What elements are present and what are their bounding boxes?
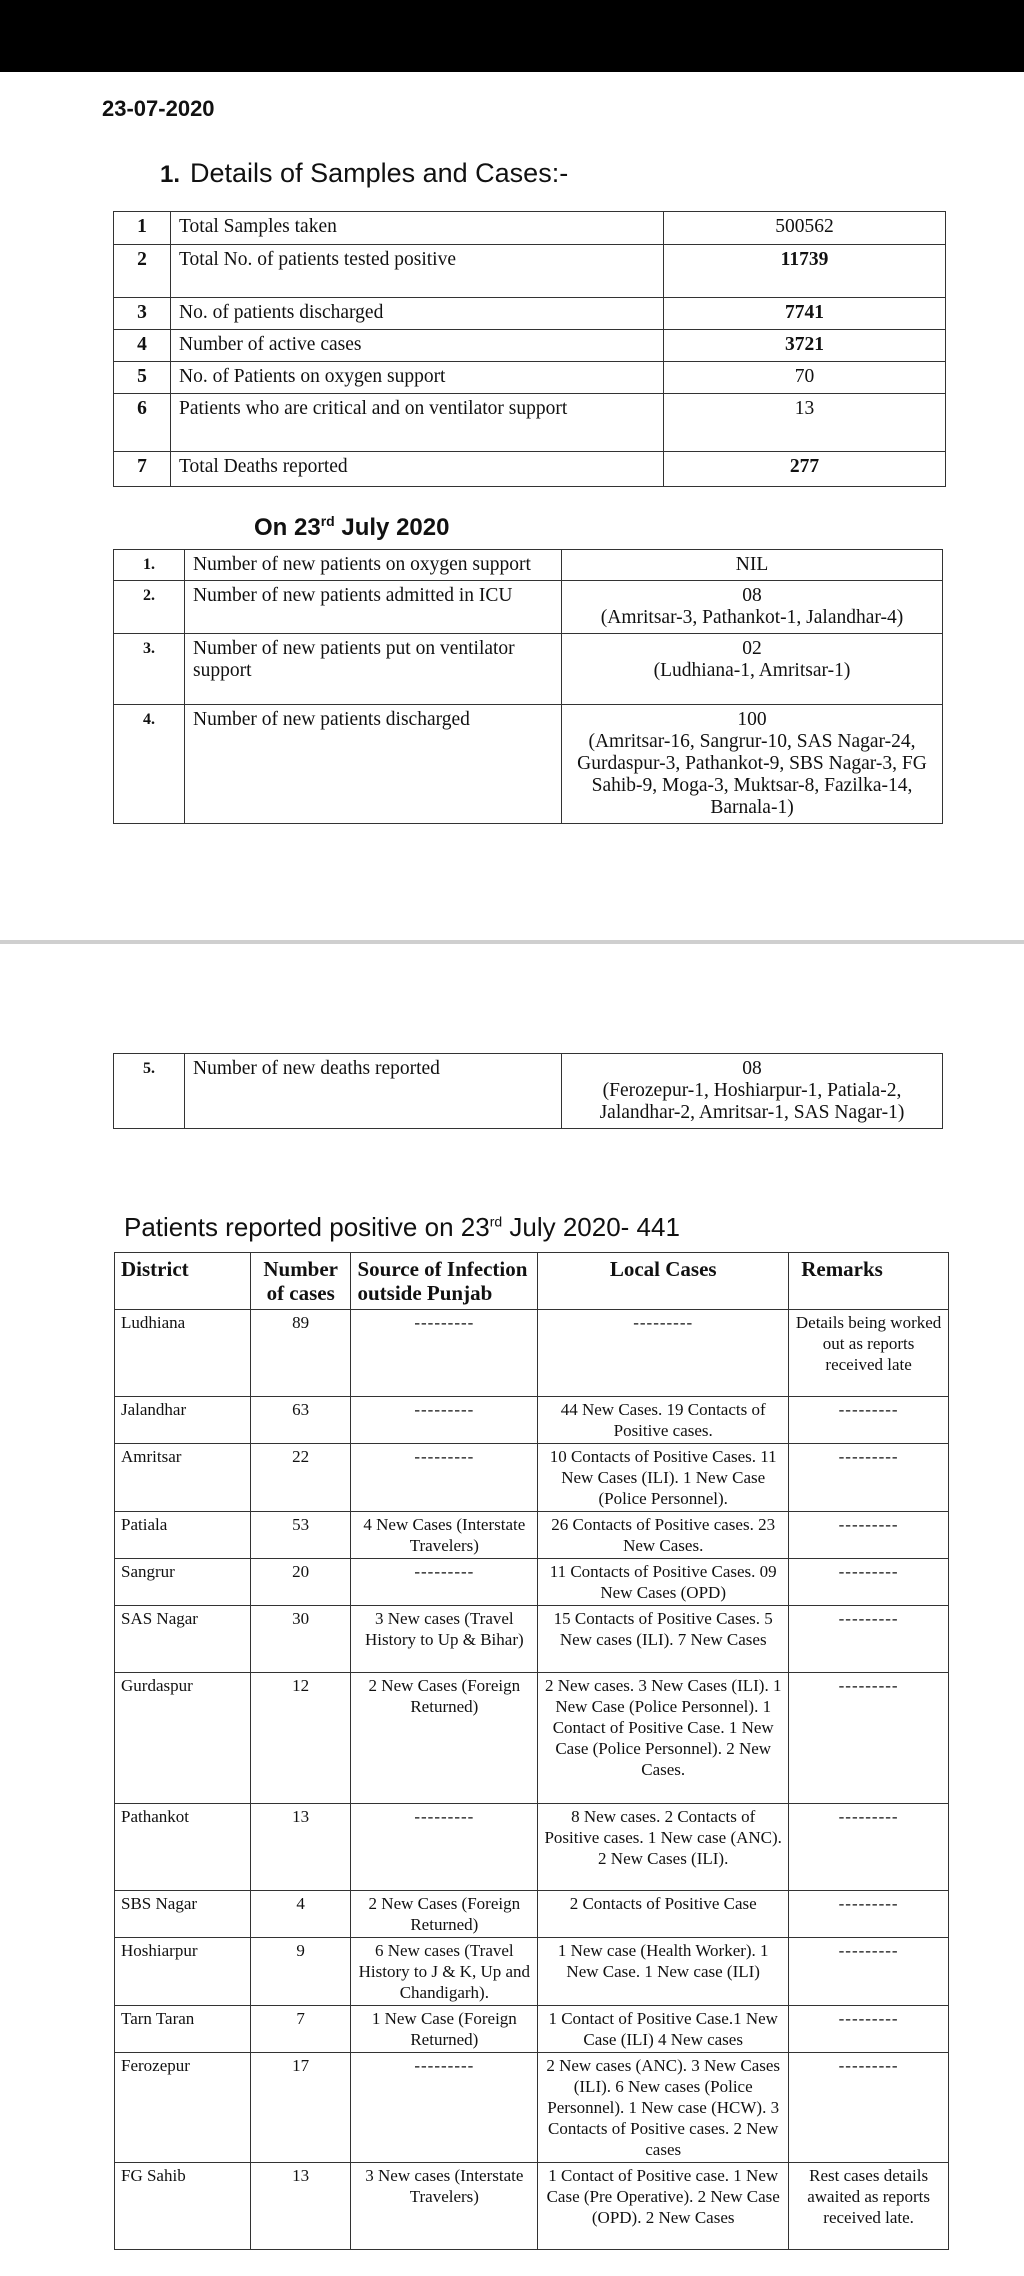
cell-remarks: --------- (789, 1938, 949, 2006)
row-value-cell (562, 1054, 943, 1129)
cell-source: --------- (351, 2053, 538, 2163)
cell-remarks: --------- (789, 1559, 949, 1606)
section2-heading (254, 513, 449, 542)
row-value: 08 (742, 1058, 762, 1079)
table-row (115, 1804, 949, 1891)
row-number: 3. (114, 634, 185, 705)
row-number: 7 (114, 452, 171, 487)
cell-district: SBS Nagar (115, 1891, 251, 1938)
cell-remarks: --------- (789, 1444, 949, 1512)
cell-local: 10 Contacts of Positive Cases. 11 New Cases (ILI). 1 New Case (Police Personnel). (538, 1444, 789, 1512)
row-value: 7741 (664, 298, 946, 330)
header-district: District (115, 1253, 251, 1310)
header-local: Local Cases (538, 1253, 789, 1310)
daily-updates-table (113, 549, 943, 824)
row-label: Number of new patients discharged (185, 705, 562, 824)
row-label: Number of new patients admitted in ICU (185, 581, 562, 634)
table-row (114, 452, 946, 487)
cell-remarks: --------- (789, 1673, 949, 1804)
row-number: 4. (114, 705, 185, 824)
table-row (114, 634, 943, 705)
cell-count: 12 (250, 1673, 351, 1804)
cell-remarks: --------- (789, 2006, 949, 2053)
table-row (115, 1559, 949, 1606)
row-value: 02 (742, 638, 762, 659)
row-label: Number of new deaths reported (185, 1054, 562, 1129)
cell-district: Ludhiana (115, 1310, 251, 1397)
cell-remarks: --------- (789, 2053, 949, 2163)
cell-source: 4 New Cases (Interstate Travelers) (351, 1512, 538, 1559)
cell-district: Sangrur (115, 1559, 251, 1606)
cell-count: 9 (250, 1938, 351, 2006)
report-date: 23-07-2020 (102, 96, 215, 121)
cell-source: --------- (351, 1804, 538, 1891)
row-value: 13 (664, 394, 946, 452)
table-row (114, 362, 946, 394)
row-label: Patients who are critical and on ventilator support (171, 394, 664, 452)
cell-count: 4 (250, 1891, 351, 1938)
cell-local: 2 New cases (ANC). 3 New Cases (ILI). 6 New cases (Police Personnel). 1 New case (HCW). 3 Contacts of Positive cases. 2 New cases (538, 2053, 789, 2163)
table-row (114, 581, 943, 634)
row-number: 3 (114, 298, 171, 330)
district-cases-table (114, 1252, 949, 2250)
row-value: 3721 (664, 330, 946, 362)
row-label: Number of new patients put on ventilator support (185, 634, 562, 705)
header-source: Source of Infection outside Punjab (351, 1253, 538, 1310)
section2-title-post: July 2020 (334, 514, 450, 541)
row-label: No. of patients discharged (171, 298, 664, 330)
cell-local: 1 Contact of Positive case. 1 New Case (Pre Operative). 2 New Case (OPD). 2 New Cases (538, 2163, 789, 2250)
cell-local: 44 New Cases. 19 Contacts of Positive cases. (538, 1397, 789, 1444)
cell-district: Pathankot (115, 1804, 251, 1891)
table-row (115, 1891, 949, 1938)
row-number: 2 (114, 245, 171, 298)
cell-count: 17 (250, 2053, 351, 2163)
cell-local: 8 New cases. 2 Contacts of Positive cases. 1 New case (ANC). 2 New Cases (ILI). (538, 1804, 789, 1891)
table-row (114, 298, 946, 330)
row-number: 4 (114, 330, 171, 362)
cell-local: 1 Contact of Positive Case.1 New Case (ILI) 4 New cases (538, 2006, 789, 2053)
section2-title-sup: rd (320, 513, 335, 529)
cell-count: 63 (250, 1397, 351, 1444)
cell-remarks: Rest cases details awaited as reports received late. (789, 2163, 949, 2250)
cell-district: Jalandhar (115, 1397, 251, 1444)
table-row (115, 1938, 949, 2006)
cell-count: 30 (250, 1606, 351, 1673)
table-row (114, 394, 946, 452)
row-number: 1. (114, 550, 185, 581)
section3-heading (124, 1212, 680, 1243)
row-detail: (Ludhiana-1, Amritsar-1) (653, 660, 851, 681)
row-label: Total Samples taken (171, 212, 664, 245)
table-row (115, 1444, 949, 1512)
row-value: NIL (735, 554, 769, 575)
row-detail: (Ferozepur-1, Hoshiarpur-1, Patiala-2, Jalandhar-2, Amritsar-1, SAS Nagar-1) (599, 1080, 905, 1123)
table-row (114, 705, 943, 824)
cell-district: Hoshiarpur (115, 1938, 251, 2006)
table-header-row (115, 1253, 949, 1310)
section3-title-post: July 2020- 441 (502, 1212, 680, 1242)
cell-count: 13 (250, 2163, 351, 2250)
section1-title: Details of Samples and Cases:- (190, 158, 569, 188)
cell-local: 15 Contacts of Positive Cases. 5 New cases (ILI). 7 New Cases (538, 1606, 789, 1673)
table-row (115, 1397, 949, 1444)
cell-count: 53 (250, 1512, 351, 1559)
top-black-bar (0, 0, 1024, 72)
section1-number: 1. (160, 161, 181, 188)
row-value: 500562 (664, 212, 946, 245)
row-number: 1 (114, 212, 171, 245)
row-value-cell (562, 634, 943, 705)
row-value: 70 (664, 362, 946, 394)
header-remarks: Remarks (789, 1253, 949, 1310)
table-row (114, 1054, 943, 1129)
cell-remarks: --------- (789, 1397, 949, 1444)
section3-title-pre: Patients reported positive on 23 (124, 1212, 490, 1242)
cell-source: 3 New cases (Travel History to Up & Bihar) (351, 1606, 538, 1673)
table-row (114, 330, 946, 362)
new-deaths-table (113, 1053, 943, 1129)
cell-district: Gurdaspur (115, 1673, 251, 1804)
cell-source: --------- (351, 1444, 538, 1512)
row-detail: (Amritsar-3, Pathankot-1, Jalandhar-4) (600, 607, 904, 628)
cell-district: FG Sahib (115, 2163, 251, 2250)
row-label: Number of new patients on oxygen support (185, 550, 562, 581)
row-value: 277 (664, 452, 946, 487)
cell-remarks: --------- (789, 1891, 949, 1938)
cell-district: Ferozepur (115, 2053, 251, 2163)
row-value-cell (562, 581, 943, 634)
table-row (115, 1606, 949, 1673)
cell-local: 11 Contacts of Positive Cases. 09 New Cases (OPD) (538, 1559, 789, 1606)
cell-count: 20 (250, 1559, 351, 1606)
row-number: 5. (114, 1054, 185, 1129)
row-value-cell (562, 705, 943, 824)
row-label: Total Deaths reported (171, 452, 664, 487)
row-label: No. of Patients on oxygen support (171, 362, 664, 394)
cell-source: --------- (351, 1397, 538, 1444)
row-value: 100 (737, 709, 767, 730)
table-row (115, 2053, 949, 2163)
header-count: Number of cases (250, 1253, 351, 1310)
cell-local: --------- (538, 1310, 789, 1397)
cell-district: Tarn Taran (115, 2006, 251, 2053)
table-row (115, 2006, 949, 2053)
row-number: 5 (114, 362, 171, 394)
cell-count: 13 (250, 1804, 351, 1891)
cell-source: 6 New cases (Travel History to J & K, Up and Chandigarh). (351, 1938, 538, 2006)
cell-remarks: --------- (789, 1606, 949, 1673)
cell-source: 2 New Cases (Foreign Returned) (351, 1673, 538, 1804)
row-detail: (Amritsar-16, Sangrur-10, SAS Nagar-24, Gurdaspur-3, Pathankot-9, SBS Nagar-3, FG Sahib-9, Moga-3, Muktsar-8, Fazilka-14, Barnala-1) (577, 731, 927, 818)
table-row (114, 245, 946, 298)
row-label: Number of active cases (171, 330, 664, 362)
row-label: Total No. of patients tested positive (171, 245, 664, 298)
table-row (114, 550, 943, 581)
table-row (115, 2163, 949, 2250)
cell-local: 26 Contacts of Positive cases. 23 New Cases. (538, 1512, 789, 1559)
cell-count: 22 (250, 1444, 351, 1512)
cell-district: Amritsar (115, 1444, 251, 1512)
table-row (114, 212, 946, 245)
section1-heading (160, 158, 568, 189)
cell-local: 1 New case (Health Worker). 1 New Case. 1 New case (ILI) (538, 1938, 789, 2006)
section3-title-sup: rd (489, 1213, 503, 1230)
cell-source: --------- (351, 1310, 538, 1397)
cell-source: 1 New Case (Foreign Returned) (351, 2006, 538, 2053)
cell-remarks: --------- (789, 1512, 949, 1559)
row-number: 2. (114, 581, 185, 634)
row-number: 6 (114, 394, 171, 452)
table-row (115, 1512, 949, 1559)
samples-cases-table (113, 211, 946, 487)
row-value: 08 (742, 585, 762, 606)
row-value-cell (562, 550, 943, 581)
section2-title-pre: On 23 (254, 514, 321, 541)
cell-count: 7 (250, 2006, 351, 2053)
cell-remarks: Details being worked out as reports received late (789, 1310, 949, 1397)
cell-count: 89 (250, 1310, 351, 1397)
cell-source: 3 New cases (Interstate Travelers) (351, 2163, 538, 2250)
cell-source: --------- (351, 1559, 538, 1606)
row-value: 11739 (664, 245, 946, 298)
cell-local: 2 Contacts of Positive Case (538, 1891, 789, 1938)
table-row (115, 1310, 949, 1397)
cell-district: SAS Nagar (115, 1606, 251, 1673)
page-divider (0, 940, 1024, 944)
cell-local: 2 New cases. 3 New Cases (ILI). 1 New Case (Police Personnel). 1 Contact of Positive Case. 1 New Case (Police Personnel). 2 New Cases. (538, 1673, 789, 1804)
table-row (115, 1673, 949, 1804)
cell-source: 2 New Cases (Foreign Returned) (351, 1891, 538, 1938)
cell-remarks: --------- (789, 1804, 949, 1891)
cell-district: Patiala (115, 1512, 251, 1559)
